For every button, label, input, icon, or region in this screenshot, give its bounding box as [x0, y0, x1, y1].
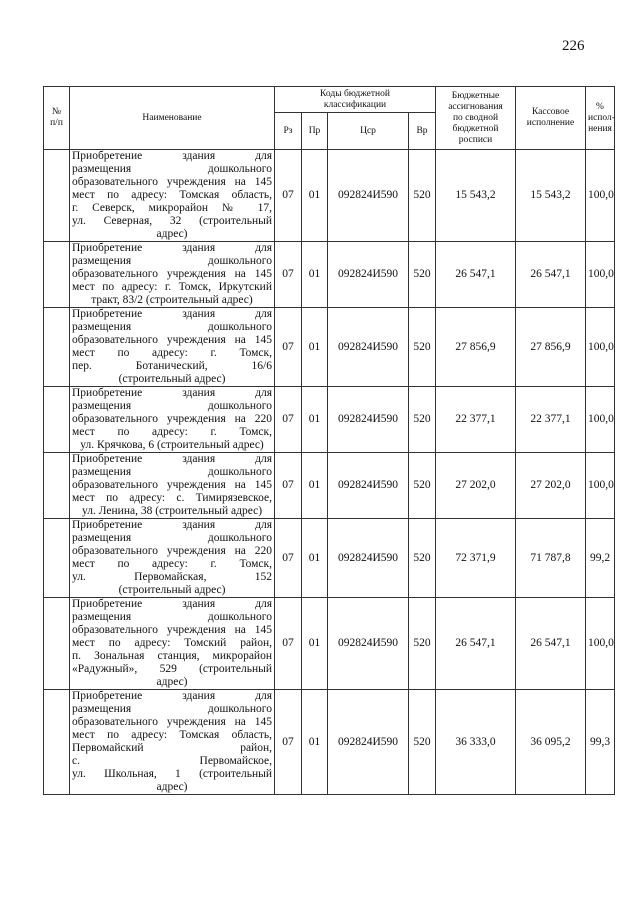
header-num: № п/п	[44, 87, 70, 150]
csr-cell: 092824И590	[328, 242, 409, 308]
row-name-line: размещения дошкольного	[72, 255, 272, 267]
row-name-line: мест по адресу: Томская область,	[72, 729, 272, 741]
row-name-cell	[70, 453, 275, 519]
row-number-cell	[44, 453, 70, 519]
row-name-line: образовательного учреждения на 145	[72, 268, 272, 280]
header-rz: Рз	[275, 113, 302, 150]
csr-cell: 092824И590	[328, 308, 409, 387]
row-name-line: адрес)	[156, 676, 188, 688]
assignment-cell: 15 543,2	[436, 150, 516, 242]
row-name-line: Приобретение здания для	[72, 519, 272, 531]
pr-cell: 01	[302, 387, 328, 453]
csr-cell: 092824И590	[328, 598, 409, 690]
pr-cell: 01	[302, 598, 328, 690]
row-name-cell	[70, 308, 275, 387]
row-name-line: мест по адресу: г. Томск,	[72, 426, 272, 438]
row-number-cell	[44, 308, 70, 387]
cash-execution-cell: 22 377,1	[516, 387, 586, 453]
table-row	[44, 242, 615, 308]
rz-cell: 07	[275, 242, 302, 308]
table-body	[44, 150, 615, 795]
csr-cell: 092824И590	[328, 387, 409, 453]
row-name-cell	[70, 690, 275, 795]
row-name-line: (строительный адрес)	[118, 373, 226, 385]
row-name-line: образовательного учреждения на 220	[72, 413, 272, 425]
pr-cell: 01	[302, 690, 328, 795]
row-name-line: Первомайский район,	[72, 742, 272, 754]
row-name-line: размещения дошкольного	[72, 611, 272, 623]
csr-cell: 092824И590	[328, 519, 409, 598]
rz-cell: 07	[275, 598, 302, 690]
cash-execution-cell: 36 095,2	[516, 690, 586, 795]
pr-cell: 01	[302, 308, 328, 387]
header-codes-group: Коды бюджетной классификации	[275, 87, 436, 113]
row-name-line: образовательного учреждения на 145	[72, 479, 272, 491]
vr-cell: 520	[409, 242, 436, 308]
row-name-line: размещения дошкольного	[72, 163, 272, 175]
row-name-line: мест по адресу: г. Томск,	[72, 558, 272, 570]
percent-cell: 99,2	[586, 519, 615, 598]
rz-cell: 07	[275, 690, 302, 795]
row-name-line: размещения дошкольного	[72, 321, 272, 333]
row-name-line: Приобретение здания для	[72, 308, 272, 320]
pr-cell: 01	[302, 242, 328, 308]
row-name-line: мест по адресу: Томский район,	[72, 637, 272, 649]
row-number-cell	[44, 387, 70, 453]
row-name-line: Приобретение здания для	[72, 690, 272, 702]
percent-cell: 100,0	[586, 308, 615, 387]
table-row	[44, 387, 615, 453]
csr-cell: 092824И590	[328, 690, 409, 795]
row-name-line: Приобретение здания для	[72, 387, 272, 399]
assignment-cell: 72 371,9	[436, 519, 516, 598]
row-name-cell	[70, 242, 275, 308]
pr-cell: 01	[302, 453, 328, 519]
row-name-line: адрес)	[156, 228, 188, 240]
row-name-line: с. Первомайское,	[72, 755, 272, 767]
row-name-line: образовательного учреждения на 145	[72, 624, 272, 636]
row-number-cell	[44, 598, 70, 690]
pr-cell: 01	[302, 150, 328, 242]
page-number: 226	[562, 38, 585, 54]
row-name-line: мест по адресу: с. Тимирязевское,	[72, 492, 272, 504]
assignment-cell: 22 377,1	[436, 387, 516, 453]
cash-execution-cell: 26 547,1	[516, 598, 586, 690]
rz-cell: 07	[275, 308, 302, 387]
header-row-top	[44, 87, 615, 113]
row-number-cell	[44, 519, 70, 598]
assignment-cell: 27 856,9	[436, 308, 516, 387]
rz-cell: 07	[275, 453, 302, 519]
row-number-cell	[44, 690, 70, 795]
table-row	[44, 150, 615, 242]
header-csr: Цср	[328, 113, 409, 150]
rz-cell: 07	[275, 387, 302, 453]
vr-cell: 520	[409, 519, 436, 598]
table-row	[44, 308, 615, 387]
vr-cell: 520	[409, 308, 436, 387]
row-name-line: размещения дошкольного	[72, 532, 272, 544]
row-name-line: тракт, 83/2 (строительный адрес)	[91, 294, 253, 306]
row-name-cell	[70, 150, 275, 242]
row-name-line: размещения дошкольного	[72, 703, 272, 715]
row-name-line: (строительный адрес)	[118, 584, 226, 596]
row-name-line: размещения дошкольного	[72, 400, 272, 412]
cash-execution-cell: 27 856,9	[516, 308, 586, 387]
cash-execution-cell: 26 547,1	[516, 242, 586, 308]
row-name-line: «Радужный», 529 (строительный	[72, 663, 272, 675]
pr-cell: 01	[302, 519, 328, 598]
cash-execution-cell: 27 202,0	[516, 453, 586, 519]
assignment-cell: 26 547,1	[436, 598, 516, 690]
row-name-cell	[70, 598, 275, 690]
row-name-line: мест по адресу: г. Томск,	[72, 347, 272, 359]
percent-cell: 100,0	[586, 598, 615, 690]
header-name: Наименование	[70, 87, 275, 150]
table-row	[44, 519, 615, 598]
csr-cell: 092824И590	[328, 150, 409, 242]
row-name-line: ул. Северная, 32 (строительный	[72, 215, 272, 227]
header-pr: Пр	[302, 113, 328, 150]
rz-cell: 07	[275, 519, 302, 598]
cash-execution-cell: 71 787,8	[516, 519, 586, 598]
assignment-cell: 36 333,0	[436, 690, 516, 795]
row-name-line: ул. Первомайская, 152	[72, 571, 272, 583]
header-percent: % испол- нения	[586, 87, 615, 150]
row-name-line: мест по адресу: Томская область,	[72, 189, 272, 201]
percent-cell: 100,0	[586, 150, 615, 242]
row-name-line: г. Северск, микрорайон № 17,	[72, 202, 272, 214]
percent-cell: 99,3	[586, 690, 615, 795]
header-cash-execution: Кассовое исполнение	[516, 87, 586, 150]
percent-cell: 100,0	[586, 242, 615, 308]
row-name-line: мест по адресу: г. Томск, Иркутский	[72, 281, 272, 293]
row-name-cell	[70, 387, 275, 453]
row-name-line: образовательного учреждения на 145	[72, 176, 272, 188]
vr-cell: 520	[409, 453, 436, 519]
vr-cell: 520	[409, 598, 436, 690]
row-name-line: Приобретение здания для	[72, 150, 272, 162]
row-name-line: Приобретение здания для	[72, 453, 272, 465]
row-name-line: образовательного учреждения на 145	[72, 334, 272, 346]
row-name-line: размещения дошкольного	[72, 466, 272, 478]
row-name-line: адрес)	[156, 781, 188, 793]
row-number-cell	[44, 150, 70, 242]
row-name-line: ул. Ленина, 38 (строительный адрес)	[81, 505, 263, 517]
header-assignments: Бюджетные ассигнования по сводной бюджетной росписи	[436, 87, 516, 150]
assignment-cell: 26 547,1	[436, 242, 516, 308]
row-name-line: образовательного учреждения на 220	[72, 545, 272, 557]
table-row	[44, 453, 615, 519]
row-name-line: ул. Школьная, 1 (строительный	[72, 768, 272, 780]
budget-table	[43, 86, 615, 795]
rz-cell: 07	[275, 150, 302, 242]
row-name-cell	[70, 519, 275, 598]
csr-cell: 092824И590	[328, 453, 409, 519]
vr-cell: 520	[409, 690, 436, 795]
row-name-line: Приобретение здания для	[72, 598, 272, 610]
assignment-cell: 27 202,0	[436, 453, 516, 519]
header-vr: Вр	[409, 113, 436, 150]
cash-execution-cell: 15 543,2	[516, 150, 586, 242]
row-name-line: образовательного учреждения на 145	[72, 716, 272, 728]
vr-cell: 520	[409, 387, 436, 453]
vr-cell: 520	[409, 150, 436, 242]
table-row	[44, 690, 615, 795]
row-name-line: пер. Ботанический, 16/6	[72, 360, 272, 372]
row-name-line: п. Зональная станция, микрорайон	[72, 650, 272, 662]
row-number-cell	[44, 242, 70, 308]
percent-cell: 100,0	[586, 453, 615, 519]
row-name-line: Приобретение здания для	[72, 242, 272, 254]
percent-cell: 100,0	[586, 387, 615, 453]
table-row	[44, 598, 615, 690]
row-name-line: ул. Крячкова, 6 (строительный адрес)	[80, 439, 264, 451]
